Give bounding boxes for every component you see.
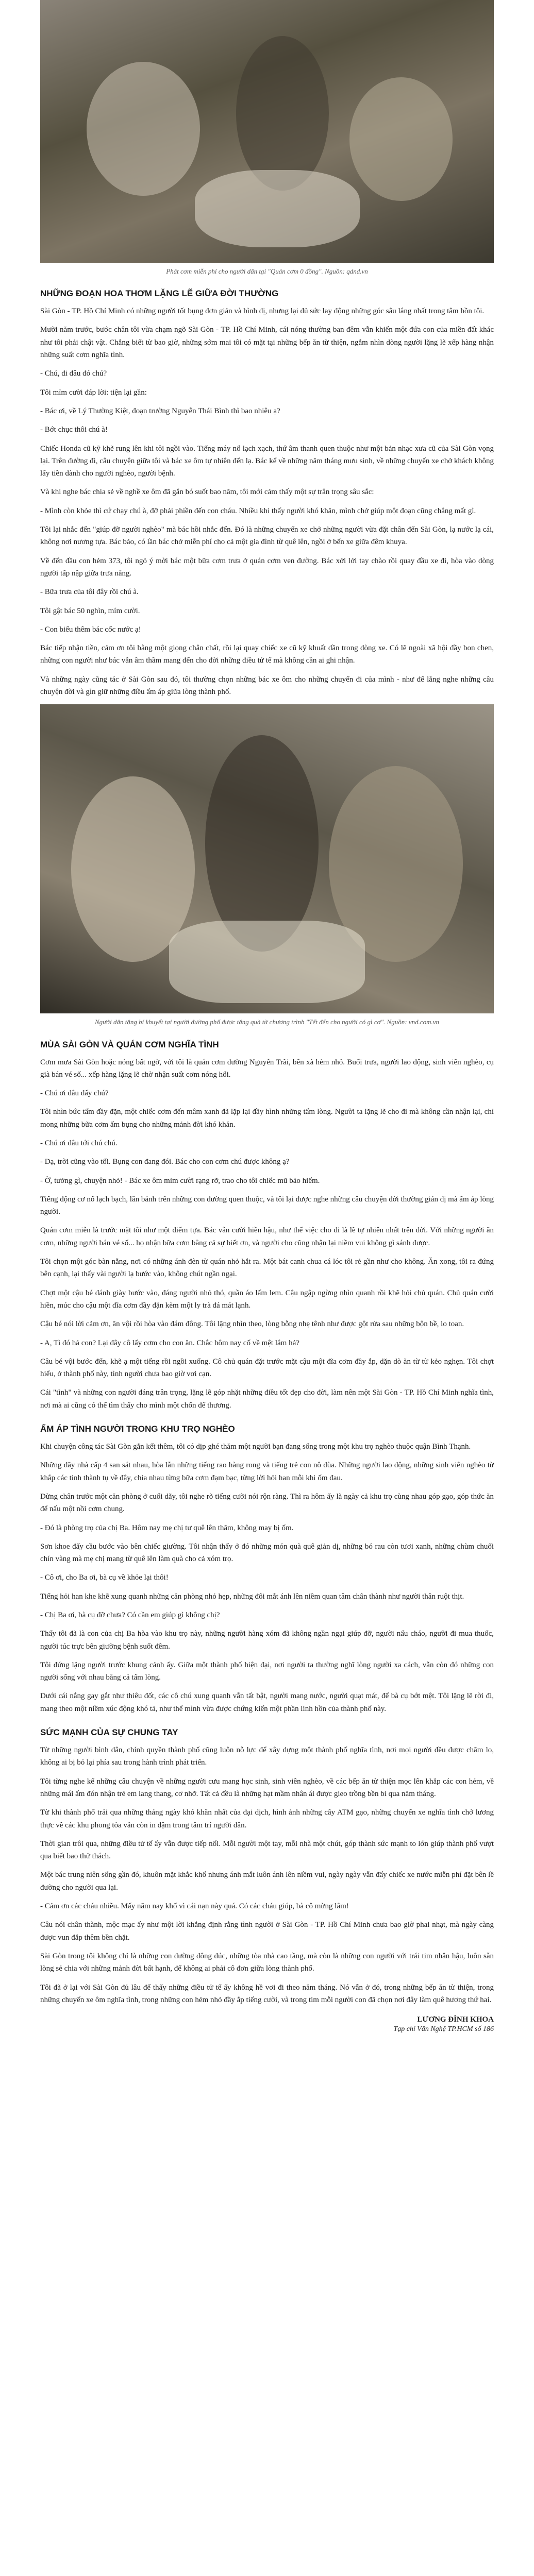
paragraph: - Con biếu thêm bác cốc nước ạ! — [40, 625, 141, 634]
section-2-body — [40, 1056, 494, 1412]
paragraph: Tôi lại nhắc đến "giúp đỡ người nghèo" mà bác hồi nhắc đến. Đó là những chuyến xe chở những người vừa đặt chân đến Sài Gòn, lạ nước lạ cái, không nơi nương tựa. Bác bảo, có lần bác chở miễn phí cho cả một gia đình từ quê lên, ngồi ở bến xe giữa đêm khuya. — [40, 526, 494, 547]
paragraph: Cơm mưa Sài Gòn hoặc nóng bất ngờ, với tôi là quán cơm đường Nguyễn Trãi, bên xà hẻm nhỏ. Buổi trưa, người lao động, sinh viên nghèo, cụ già bán vé số... xếp hàng lặng lẽ chờ nhận suất cơm nóng hổi. — [40, 1058, 494, 1079]
photo-charity-rice — [40, 0, 494, 263]
paragraph: - Cảm ơn các cháu nhiều. Mấy năm nay khổ vì cái nạn này quá. Có các cháu giúp, bà cô mừng lắm! — [40, 1902, 349, 1911]
paragraph: - Mình còn khỏe thì cứ chạy chú à, đỡ phải phiền đến con cháu. Nhiều khi thấy người khó khăn, mình chở giúp một đoạn cũng chẳng mất gì. — [40, 506, 476, 515]
paragraph: Cậu bé nói lời cảm ơn, ăn vội rồi hòa vào đám đông. Tôi lặng nhìn theo, lòng bỗng nhẹ tênh như được gột rửa sau những bộn bề, lo toan. — [40, 1320, 464, 1329]
photo-figure-shape — [87, 62, 200, 196]
section-4-body — [40, 1744, 494, 2006]
paragraph: Những dãy nhà cấp 4 san sát nhau, hòa lẫn những tiếng rao hàng rong và tiếng trẻ con nô đùa. Những người lao động, những sinh viên nghèo từ khắp các tỉnh thành tụ về đây, chia nhau từng bữa cơm đạm bạc, từng lời hỏi han mỗi khi ốm đau. — [40, 1461, 494, 1482]
paragraph: - Cô ơi, cho Ba ơi, bà cụ về khỏe lại thôi! — [40, 1573, 169, 1582]
figure-2 — [40, 704, 494, 1027]
paragraph: Từ khi thành phố trải qua những tháng ngày khó khăn nhất của đại dịch, hình ảnh những cây ATM gạo, những chuyến xe nghĩa tình chở lương thực về các khu phong tỏa vẫn còn in đậm trong tâm trí người dân. — [40, 1808, 494, 1829]
paragraph: Sơn khoe đấy cầu bước vào bên chiếc giường. Tôi nhận thấy ở đó những món quà quê giản dị, những bó rau còn tươi xanh, những chùm chuối chín vàng mà mẹ chị mang từ quê lên làm quà cho cả xóm trọ. — [40, 1542, 494, 1564]
paragraph: Một bác trung niên sống gần đó, khuôn mặt khắc khổ nhưng ánh mắt luôn ánh lên niềm vui, ngày ngày vẫn đẩy chiếc xe nước miễn phí đặt bên lề đường cho người qua lại. — [40, 1871, 494, 1892]
paragraph: Tôi chọn một góc bàn nằng, nơi có những ánh đèn từ quán nhỏ hắt ra. Một bát canh chua cá lóc tôi rẻ gần như cho không. Ăn xong, tôi ra đứng bên cạnh, lại thấy vài người lạ bước vào, không chút ngần ngại. — [40, 1258, 494, 1279]
paragraph: - Chú ơi đâu đấy chú? — [40, 1089, 109, 1098]
section-3-heading: ẤM ÁP TÌNH NGƯỜI TRONG KHU TRỌ NGHÈO — [40, 1424, 235, 1434]
paragraph: Tôi gật bác 50 nghìn, mím cười. — [40, 606, 140, 615]
photo-pot-shape — [195, 170, 360, 247]
paragraph: Sài Gòn - TP. Hồ Chí Minh có những người tốt bụng đơn giản và bình dị, nhưng lại đủ sức lay động những góc sâu lắng nhất trong tâm hồn tôi. — [40, 307, 485, 316]
section-1-body — [40, 305, 494, 698]
figure-1 — [40, 0, 494, 276]
paragraph: Khi chuyện công tác Sài Gòn gắn kết thêm, tôi có dịp ghé thăm một người bạn đang sống trong một khu trọ nghèo thuộc quận Bình Thạnh. — [40, 1443, 471, 1451]
paragraph: Tôi mỉm cười đáp lời: tiện lại gần: — [40, 388, 147, 397]
figure-2-caption: Người dân tặng bí khuyết tại người đường phố được tặng quà từ chương trình "Tết đến cho người có gì cơ". Nguồn: vnd.com.vn — [94, 1018, 440, 1026]
paragraph: Tôi đã ở lại với Sài Gòn đủ lâu để thấy những điều tử tế ấy không hề vơi đi theo năm tháng. Nó vẫn ở đó, trong những bếp ăn từ thiện, trong những chuyến xe ôm nghĩa tình, trong những con hẻm nhỏ đầy ắp tiếng cười, và trong tim mỗi người con đã chọn nơi đây làm quê hương thứ hai. — [40, 1983, 494, 2004]
section-2-heading: MÙA SÀI GÒN VÀ QUÁN CƠM NGHĨA TÌNH — [40, 1039, 219, 1049]
paragraph: Quán cơm miễn là trước mặt tôi như một điểm tựa. Bác vẫn cười hiền hậu, như thể việc cho đi là lẽ tự nhiên nhất trên đời. Với những người ăn cơm, những người bán vé số... họ nhận bữa cơm bằng cả sự biết ơn, và người cho cũng nhận lại niềm vui không gì sánh được. — [40, 1226, 494, 1247]
paragraph: - Ờ, tưởng gì, chuyện nhỏ! - Bác xe ôm mỉm cười rạng rỡ, trao cho tôi chiếc mũ bảo hiểm. — [40, 1176, 320, 1185]
paragraph: - A, Tì đó hả con? Lại đây cô lấy cơm cho con ăn. Chắc hôm nay cố về mệt lắm hả? — [40, 1338, 299, 1347]
photo-figure-shape — [205, 735, 319, 952]
figure-1-caption: Phát cơm miễn phí cho người dân tại "Quán cơm 0 đồng". Nguồn: qdnd.vn — [166, 267, 368, 275]
paragraph: Chiếc Honda cũ kỹ khẽ rung lên khi tôi ngồi vào. Tiếng máy nổ lạch xạch, thứ âm thanh quen thuộc như một bản nhạc xưa cũ của Sài Gòn vọng lại. Trên đường đi, câu chuyện giữa tôi và bác xe ôm tự nhiên đến lạ. Bác kể về những năm tháng mưu sinh, về những chuyến xe chở khách không lấy tiền dành cho người nghèo, người bệnh. — [40, 444, 494, 478]
author-affiliation: Tạp chí Văn Nghệ TP.HCM số 186 — [393, 2025, 494, 2033]
paragraph: - Chú, đi đâu đó chú? — [40, 369, 107, 378]
paragraph: - Bác ơi, về Lý Thường Kiệt, đoạn trường Nguyễn Thái Bình thì bao nhiêu ạ? — [40, 406, 280, 415]
paragraph: Thấy tôi đã là con của chị Ba hòa vào khu trọ này, những người hàng xóm đã không ngần ngại giúp đỡ, người nấu cháo, người đi mua thuốc, người túc trực bên giường bệnh suốt đêm. — [40, 1630, 494, 1651]
photo-figure-shape — [236, 36, 329, 191]
paragraph: Chợt một cậu bé đánh giày bước vào, đáng người nhỏ thó, quần áo lấm lem. Cậu ngập ngừng nhìn quanh rồi khẽ hỏi chủ quán. Chủ quán cười hiền, múc cho cậu một đĩa cơm đầy đặn kèm một ly trà đá mát lạnh. — [40, 1289, 494, 1310]
photo-figure-shape — [349, 77, 453, 201]
paragraph: Tôi đứng lặng người trước khung cảnh ấy. Giữa một thành phố hiện đại, nơi người ta thường nghĩ lòng người xa cách, vẫn còn đó những con người sống với nhau bằng cả tấm lòng. — [40, 1660, 494, 1682]
paragraph: Tiếng động cơ nổ lạch bạch, lăn bánh trên những con đường quen thuộc, và tôi lại được nghe những câu chuyện đời thường giản dị mà ấm áp lòng người. — [40, 1195, 494, 1216]
paragraph: Sài Gòn trong tôi không chỉ là những con đường đông đúc, những tòa nhà cao tầng, mà còn là những con người với trái tim nhân hậu, luôn sẵn lòng sẻ chia với những mảnh đời bất hạnh, để không ai phải cô đơn giữa lòng thành phố. — [40, 1952, 494, 1973]
author-name: LƯƠNG ĐÌNH KHOA — [417, 2015, 494, 2024]
paragraph: Về đến đầu con hẻm 373, tôi ngỏ ý mời bác một bữa cơm trưa ở quán cơm ven đường. Bác xởi lởi tay chào rồi quay đầu xe đi, hòa vào dòng người tấp nập giữa trưa nắng. — [40, 556, 494, 578]
paragraph: - Chị Ba ơi, bà cụ đỡ chưa? Có cần em giúp gì không chị? — [40, 1611, 220, 1619]
paragraph: Bác tiếp nhận tiền, cảm ơn tôi bằng một giọng chân chất, rồi lại quay chiếc xe cũ kỹ khuất dần trong dòng xe. Có lẽ ngoài xã hội đầy bon chen, những con người như bác vẫn âm thầm mang đến cho đời những điều tử tế mà không cần ai ghi nhận. — [40, 644, 494, 665]
section-3-body — [40, 1440, 494, 1715]
paragraph: Cái "tình" và những con người đáng trân trọng, lặng lẽ góp nhặt những điều tốt đẹp cho đời, làm nên một Sài Gòn - TP. Hồ Chí Minh nghĩa tình, nơi mà ai cũng có thể tìm thấy cho mình một chốn để thương. — [40, 1388, 494, 1410]
photo-gift-giving — [40, 704, 494, 1013]
paragraph: - Đó là phòng trọ của chị Ba. Hôm nay mẹ chị tư quê lên thăm, không may bị ốm. — [40, 1523, 294, 1532]
paragraph: Câu nói chân thành, mộc mạc ấy như một lời khẳng định rằng tình người ở Sài Gòn - TP. Hồ Chí Minh chưa bao giờ phai nhạt, mà ngày càng được vun đắp thêm bền chặt. — [40, 1921, 494, 1942]
paragraph: Dưới cái nắng gay gắt như thiêu đốt, các cô chú xung quanh vẫn tất bật, người mang nước, người quạt mát, để bà cụ bớt mệt. Tôi lặng lẽ rời đi, mang theo một niềm xúc động khó tả, như thể mình vừa được chứng kiến một phần linh hồn của thành phố này. — [40, 1692, 494, 1713]
paragraph: Tôi nhìn bức tấm đầy đặn, một chiếc cơm đến mâm xanh đã lặp lại đầy hình những tấm lòng. Người ta lặng lẽ cho đi mà không cần nhận lại, chỉ mong những bữa cơm ấm bụng cho những mảnh đời khó khăn. — [40, 1108, 494, 1129]
photo-gift-shape — [169, 921, 365, 1003]
paragraph: Thời gian trôi qua, những điều tử tế ấy vẫn được tiếp nối. Mỗi người một tay, mỗi nhà một chút, góp thành sức mạnh to lớn giúp thành phố vượt qua biết bao thử thách. — [40, 1839, 494, 1861]
paragraph: - Bớt chục thôi chú à! — [40, 426, 108, 434]
paragraph: Dừng chân trước một căn phòng ở cuối dãy, tôi nghe rõ tiếng cười nói rộn ràng. Thì ra hôm ấy là ngày cả khu trọ cùng nhau góp gạo, góp thức ăn để nấu một nồi cơm chung. — [40, 1492, 494, 1514]
paragraph: Câu bé vội bước đến, khẽ ạ một tiếng rồi ngồi xuống. Cô chủ quán đặt trước mặt cậu một đĩa cơm đầy ắp, dặn dò ăn từ từ kẻo nghẹn. Tôi chợt hiểu, ở thành phố này, tình người chưa bao giờ vơi cạn. — [40, 1357, 494, 1379]
paragraph: Và những ngày cũng tác ở Sài Gòn sau đó, tôi thường chọn những bác xe ôm cho những chuyến đi của mình - như để lắng nghe những câu chuyện đời và gìn giữ những điều ấm áp giữa lòng thành phố. — [40, 675, 494, 697]
paragraph: - Chú ơi đâu tới chú chú. — [40, 1139, 118, 1147]
paragraph: Từ những người bình dân, chính quyền thành phố cũng luôn nỗ lực để xây dựng một thành phố nghĩa tình, nơi mọi người đều được chăm lo, không ai bị bỏ lại phía sau trong hành trình phát triển. — [40, 1746, 494, 1767]
paragraph: - Bữa trưa của tôi đây rồi chú à. — [40, 588, 139, 597]
paragraph: - Dạ, trời cũng vào tối. Bụng con đang đói. Bác cho con cơm chú được không ạ? — [40, 1158, 290, 1166]
paragraph: Mười năm trước, bước chân tôi vừa chạm ngõ Sài Gòn - TP. Hồ Chí Minh, cái nóng thường ban đêm vẫn khiến một đứa con của miền đất khác như tôi phải chật vật. Chẳng biết từ bao giờ, những sớm mai tôi có mặt tại những bếp ăn từ thiện, ngắm nhìn dòng người lặng lẽ xếp hàng nhận những suất cơm nghĩa tình. — [40, 326, 494, 360]
section-1-heading: NHỮNG ĐOẠN HOA THƠM LẶNG LẼ GIỮA ĐỜI THƯỜNG — [40, 289, 279, 299]
paragraph: Và khi nghe bác chia sẻ về nghề xe ôm đã gắn bó suốt bao năm, tôi mới cảm thấy một sự trân trọng sâu sắc: — [40, 488, 374, 497]
section-4-heading: SỨC MẠNH CỦA SỰ CHUNG TAY — [40, 1727, 178, 1738]
article — [40, 0, 494, 2033]
paragraph: Tiếng hỏi han khe khẽ xung quanh những căn phòng nhỏ hẹp, những đôi mắt ánh lên niềm quan tâm chân thành như người thân ruột thịt. — [40, 1592, 464, 1601]
paragraph: Tôi từng nghe kể những câu chuyện về những người cưu mang học sinh, sinh viên nghèo, về các bếp ăn từ thiện mọc lên khắp các con hẻm, về những mái ấm đón nhận trẻ em lang thang, cơ nhỡ. Tất cả đều là những hạt mầm nhân ái được gieo trồng bền bỉ qua năm tháng. — [40, 1777, 494, 1798]
